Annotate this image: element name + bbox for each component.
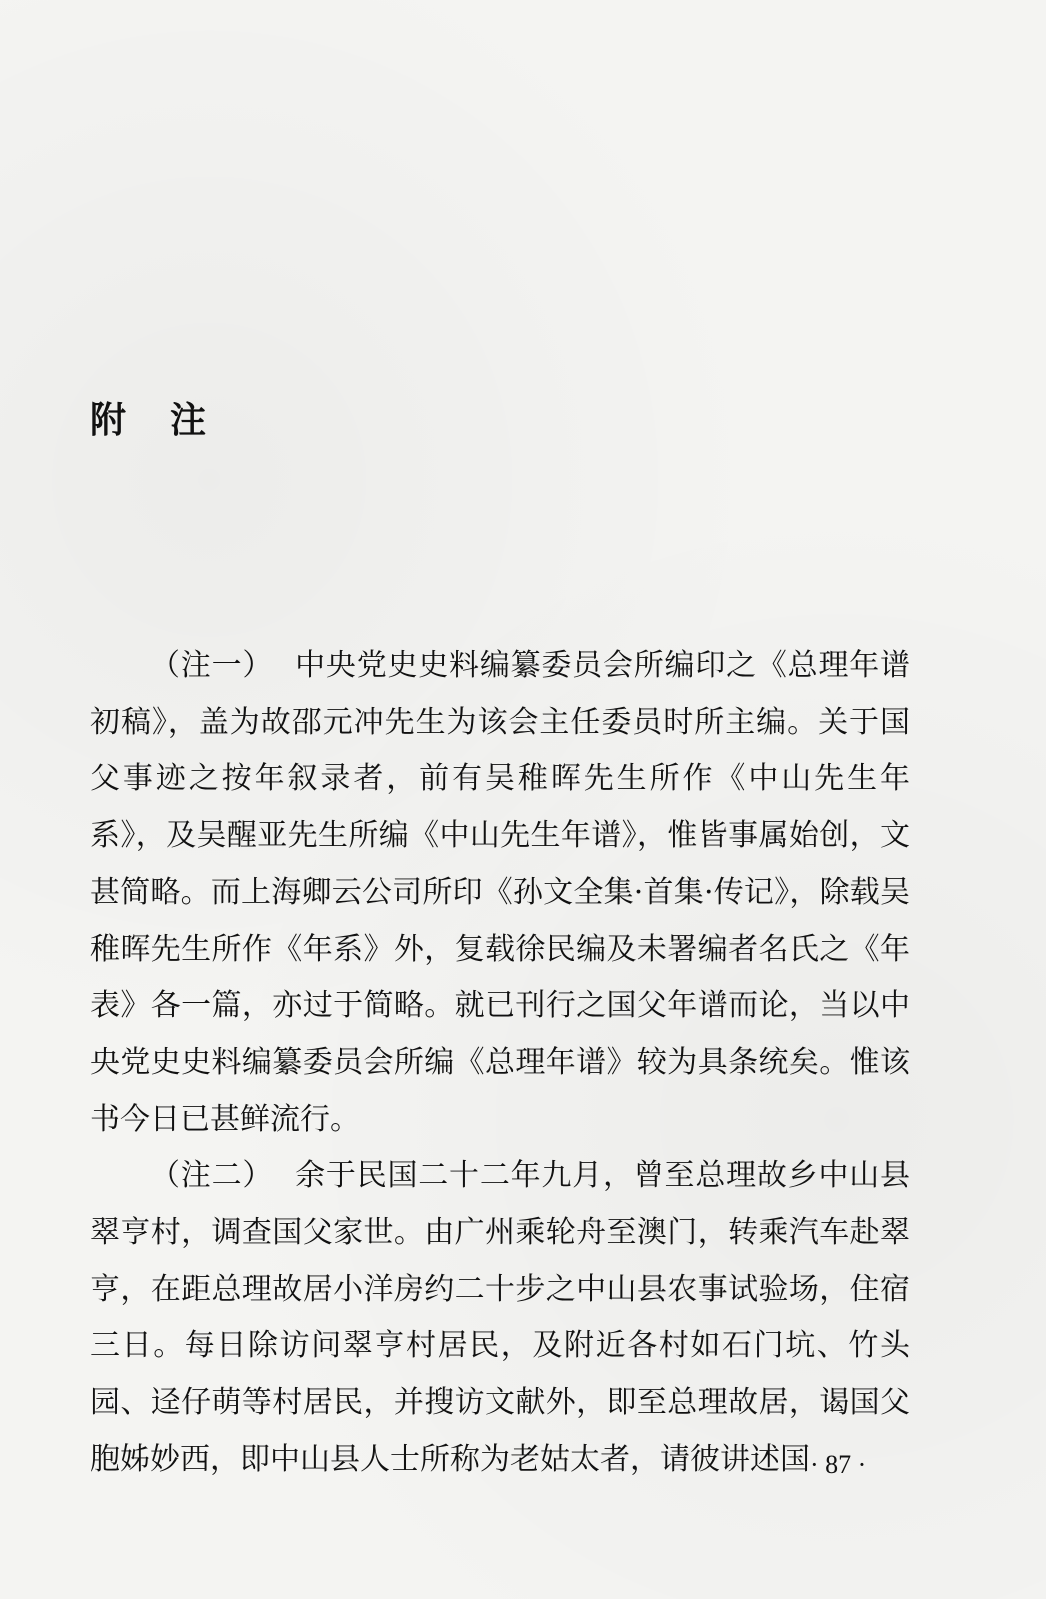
note-tag-2: （注二） bbox=[150, 1158, 274, 1194]
note-paragraph-2 bbox=[90, 1148, 910, 1488]
heading-char-2: 注 bbox=[170, 400, 213, 441]
section-heading bbox=[90, 392, 212, 443]
heading-char-1: 附 bbox=[90, 400, 133, 441]
page-number: · 87 · bbox=[810, 1450, 867, 1479]
note-paragraph-1 bbox=[90, 638, 910, 1148]
note-tag-1: （注一） bbox=[150, 648, 274, 683]
note-text-1: 中央党史史料编纂委员会所编印之《总理年谱初稿》，盖为故邵元冲先生为该会主任委员时所主编。关于国父事迹之按年叙录者，前有吴稚晖先生所作《中山先生年系》，及吴醒亚先生所编《中山先生年谱》，惟皆事属始创，文甚简略。而上海卿云公司所印《孙文全集·首集·传记》，除载吴稚晖先生所作《年系》外，复载徐民编及未署编者名氏之《年表》各一篇，亦过于简略。就已刊行之国父年谱而论，当以中央党史史料编纂委员会所编《总理年谱》较为具条统矣。惟该书今日已甚鲜流行。 bbox=[90, 648, 911, 1137]
note-text-2: 余于民国二十二年九月，曾至总理故乡中山县翠亨村，调查国父家世。由广州乘轮舟至澳门，转乘汽车赴翠亨，在距总理故居小洋房约二十步之中山县农事试验场，住宿三日。每日除访问翠亨村居民，及附近各村如石门坑、竹头园、迳仔萌等村居民，并搜访文献外，即至总理故居，谒国父胞姊妙西，即中山县人士所称为老姑太者，请彼讲述国 bbox=[90, 1158, 911, 1477]
notes-body bbox=[90, 638, 910, 1489]
